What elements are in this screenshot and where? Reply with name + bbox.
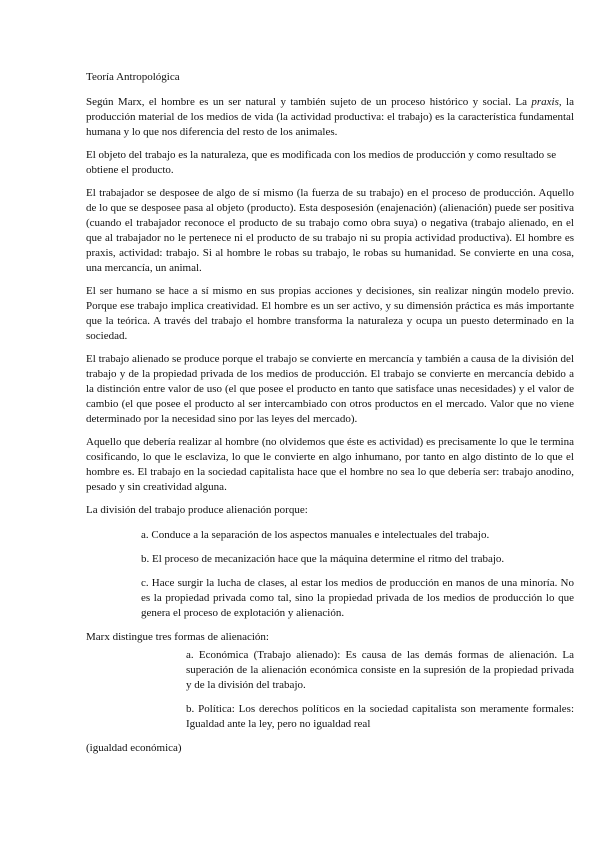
page-title: Teoría Antropológica <box>86 71 180 83</box>
trailing-text: (igualdad económica) <box>86 742 182 754</box>
list-item: b. Política: Los derechos políticos en la sociedad capitalista son meramente formales: Igualdad ante la ley, pero no igualdad real <box>186 703 574 730</box>
paragraph-text: , la producción material de los medios de vida (la actividad productiva: el trabajo) es la característica fundamental humana y lo que nos diferencia del resto de los animales. <box>86 96 574 138</box>
list-item: a. Económica (Trabajo alienado): Es causa de las demás formas de alienación. La superación de la alienación económica consiste en la supresión de la propiedad privada y de la división del trabajo. <box>186 649 574 691</box>
list-item: a. Conduce a la separación de los aspectos manuales e intelectuales del trabajo. <box>141 529 490 541</box>
paragraph-text: Según Marx, el hombre es un ser natural y también sujeto de un proceso histórico y social. La <box>86 96 532 108</box>
alienation-forms-intro: Marx distingue tres formas de alienación: <box>86 631 269 643</box>
paragraph-alienation: El trabajador se desposee de algo de sí mismo (la fuerza de su trabajo) en el proceso de producción. Aquello de lo que se desposee pasa al objeto (producto). Esta desposesión (enajenación) (alienación) puede ser positiva (cuando el trabajador reconoce el producto de su trabajo como obra suya) o negativa (trabajo alienado, en el que al trabajador no le pertenece ni el producto de su trabajo ni su propia actividad productiva). El hombre es praxis, actividad: trabajo. Si al hombre le robas su trabajo, le robas su humanidad. Se convierte en una cosa, una mercancía, un animal. <box>86 187 574 274</box>
division-intro: La división del trabajo produce alienación porque: <box>86 504 308 516</box>
list-item: c. Hace surgir la lucha de clases, al estar los medios de producción en manos de una minoría. No es la propiedad privada como tal, sino la propiedad privada de los medios de producción lo que genera el proceso de explotación y alienación. <box>141 577 574 619</box>
paragraph-alienated-labour: El trabajo alienado se produce porque el trabajo se convierte en mercancía y también a causa de la división del trabajo y de la propiedad privada de los medios de producción. El trabajo se convierte en mercancía debido a la distinción entre valor de uso (el que posee el producto en tanto que satisface unas necesidades) y el valor de cambio (el que posee el producto al ser intercambiado con otros productos en el mercado. Valor que no viene determinado por la necesidad sino por las leyes del mercado). <box>86 353 574 425</box>
paragraph-self-making: El ser humano se hace a sí mismo en sus propias acciones y decisiones, sin realizar ningún modelo previo. Porque ese trabajo implica creatividad. El hombre es un ser activo, y su dimensión práctica es más importante que la teórica. A través del trabajo el hombre transforma la naturaleza y ocupa un puesto determinado en la sociedad. <box>86 285 574 342</box>
paragraph-reification: Aquello que debería realizar al hombre (no olvidemos que éste es actividad) es precisamente lo que le termina cosificando, lo que le esclaviza, lo que le convierte en algo inhumano, por tanto en algo distinto de lo que el hombre es. El trabajo en la sociedad capitalista hace que el hombre no sea lo que debería ser: trabajo anodino, pesado y sin creatividad alguna. <box>86 436 574 493</box>
paragraph-praxis <box>86 95 574 140</box>
emphasis-praxis: praxis <box>531 96 559 108</box>
document-body <box>86 70 574 756</box>
list-item: b. El proceso de mecanización hace que la máquina determine el ritmo del trabajo. <box>141 553 505 565</box>
paragraph-object-of-work: El objeto del trabajo es la naturaleza, que es modificada con los medios de producción y como resultado se obtiene el producto. <box>86 149 557 176</box>
